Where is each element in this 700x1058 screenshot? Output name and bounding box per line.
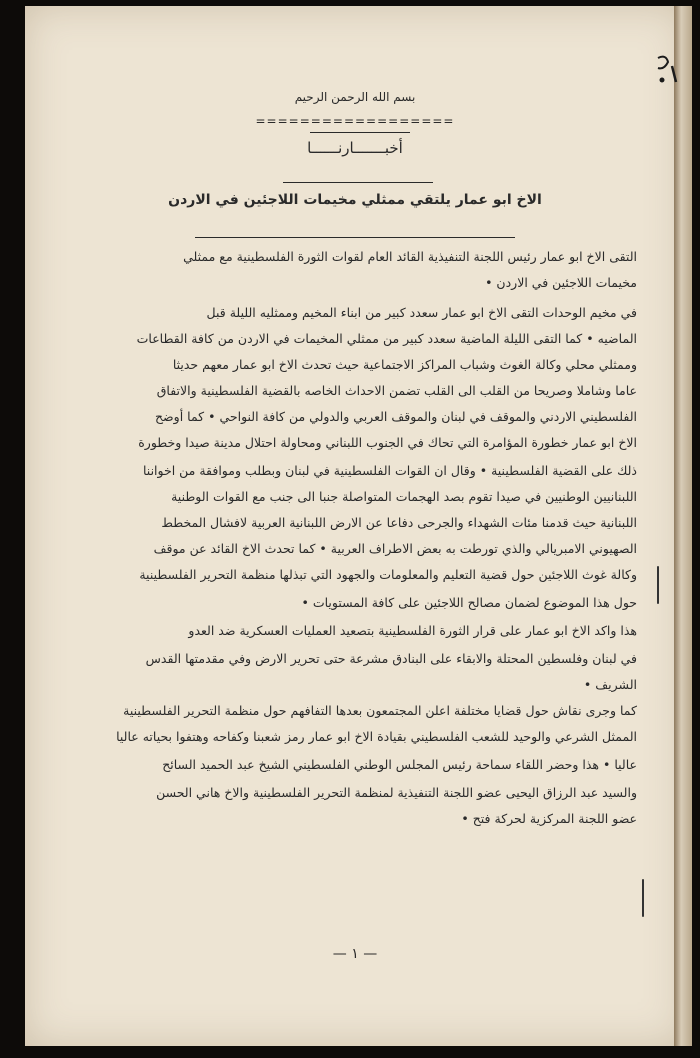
body-line: في مخيم الوحدات التقى الاخ ابو عمار سعدد كبير من ابناء المخيم وممثليه الليلة قبل	[206, 305, 637, 320]
body-line: اللبنانيين الوطنيين في صيدا تقوم بصد الهجمات المتواصلة جنبا الى جنب مع القوات الوطنية	[171, 489, 637, 504]
body-line: الماضيه • كما التقى الليلة الماضية سعدد كبير من ممثلي المخيمات في الاردن من كافة القطاعات	[136, 331, 637, 346]
page-edge	[674, 6, 692, 1046]
body-line: وكالة غوث اللاجئين حول قضية التعليم والمعلومات والجهود التي تبذلها منظمة التحرير الفلسطينية	[139, 567, 637, 582]
separator-line: ==================	[255, 114, 455, 128]
page-number: — ١ —	[332, 946, 378, 962]
body-line: حول هذا الموضوع لضمان مصالح اللاجئين على كافة المستويات •	[301, 595, 637, 610]
basmala: بسم الله الرحمن الرحيم	[294, 90, 416, 104]
body-line: في لبنان وفلسطين المحتلة والابقاء على البنادق مشرعة حتى تحرير الارض وفي مقدمتها القدس	[145, 651, 637, 666]
heading-bottom-rule	[283, 182, 433, 183]
body-line: الممثل الشرعي والوحيد للشعب الفلسطيني بقيادة الاخ ابو عمار رمز شعبنا وكفاحه وهتفوا بحياته عاليا	[116, 729, 637, 744]
document-page	[25, 6, 685, 1046]
body-line: الصهيوني الامبريالي والذي تورطت به بعض الاطراف العربية • كما تحدث الاخ القائد عن موقف	[153, 541, 637, 556]
body-line: كما وجرى نقاش حول قضايا مختلفة اعلن المجتمعون بعدها التفافهم حول منظمة التحرير الفلسطينية	[123, 703, 637, 718]
margin-mark	[657, 566, 659, 604]
body-line: عضو اللجنة المركزية لحركة فتح •	[461, 811, 637, 826]
body-line: الاخ ابو عمار خطورة المؤامرة التي تحاك في الجنوب اللبناني ومحاولة احتلال مدينة صيدا وخطورة	[138, 435, 637, 450]
body-line: وممثلي محلي وكالة الغوث وشباب المراكز الاجتماعية حيث تحدث الاخ ابو عمار معهم حديثا	[172, 357, 637, 372]
body-line: الفلسطيني الاردني والموقف في لبنان والموقف العربي والدولي من كافة النواحي • كما أوضح	[154, 409, 637, 424]
subheading: الاخ ابو عمار يلتقي ممثلي مخيمات اللاجئين في الاردن	[168, 192, 542, 208]
body-line: التقى الاخ ابو عمار رئيس اللجنة التنفيذية القائد العام لقوات الثورة الفلسطينية مع ممثلي	[183, 249, 637, 264]
body-line: عاما وشاملا وصريحا من القلب الى القلب تضمن الاحداث الخاصه بالقضية الفلسطينية والاتفاق	[156, 383, 637, 398]
body-line: ذلك على القضية الفلسطينية • وقال ان القوات الفلسطينية في لبنان وبطلب وموافقة من اخواننا	[142, 463, 637, 478]
heading: أخبـــــــارنــــــا	[307, 139, 403, 157]
body-line: هذا واكد الاخ ابو عمار على قرار الثورة الفلسطينية بتصعيد العمليات العسكرية ضد العدو	[188, 623, 637, 638]
body-line: اللبنانية حيث قدمنا مئات الشهداء والجرحى دفاعا عن الارض اللبنانية العربية لافشال المخطط	[161, 515, 637, 530]
body-line: مخيمات اللاجئين في الاردن •	[485, 275, 637, 290]
heading-top-rule	[310, 132, 410, 133]
margin-mark	[642, 879, 644, 917]
body-line: والسيد عبد الرزاق اليحيى عضو اللجنة التنفيذية لمنظمة التحرير الفلسطينية والاخ هاني الحسن	[156, 785, 637, 800]
body-line: الشريف •	[583, 677, 637, 692]
corner-handwriting	[654, 52, 684, 88]
body-line: عاليا • هذا وحضر اللقاء سماحة رئيس المجلس الوطني الفلسطيني الشيخ عبد الحميد السائح	[162, 757, 637, 772]
subheading-underline	[195, 237, 515, 238]
